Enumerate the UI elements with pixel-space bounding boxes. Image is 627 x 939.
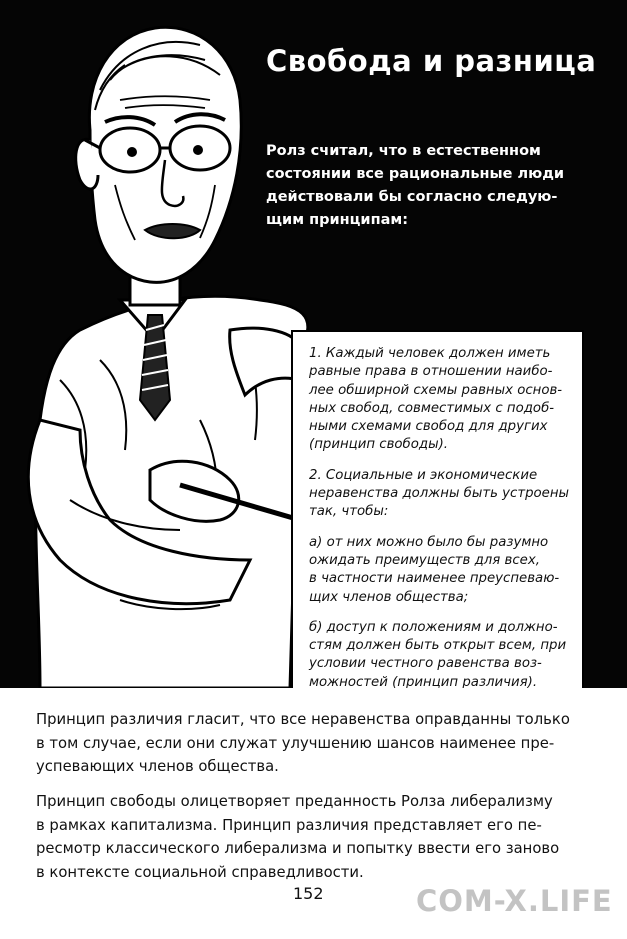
page-number: 152 (293, 884, 324, 903)
quote-line: в частности наименее преуспеваю- (309, 571, 560, 587)
intro-line: действовали бы согласно следую- (266, 189, 558, 205)
quote-line: ных свобод, совместимых с подоб- (309, 400, 555, 416)
page-title: Свобода и разница (266, 44, 597, 78)
paragraph-line: успевающих членов общества. (36, 758, 279, 775)
quote-line: равные права в отношении наибо- (309, 364, 553, 380)
inequality-principle (309, 467, 572, 522)
liberty-principle (309, 345, 572, 455)
clause-b (309, 619, 572, 688)
quote-line: условии честного равенства воз- (309, 656, 542, 672)
quote-line: ными схемами свобод для других (309, 419, 548, 435)
paragraph-difference-principle (36, 708, 596, 779)
intro-text (266, 140, 576, 232)
paragraph-line: в контексте социальной справедливости. (36, 863, 364, 881)
quote-line: стям должен быть открыт всем, при (309, 638, 567, 654)
watermark: COM-X.LIFE (416, 884, 613, 918)
quote-line: а) от них можно было бы разумно (309, 534, 549, 550)
quote-line: ожидать преимуществ для всех, (309, 552, 540, 568)
quote-line: можностей (принцип различия). (309, 674, 538, 688)
quote-line: щих членов общества; (309, 589, 469, 605)
paragraph-line: в том случае, если они служат улучшению шансов наименее пре- (36, 734, 555, 752)
paragraph-line: Принцип различия гласит, что все неравенства оправданны только (36, 711, 570, 728)
quote-line: 1. Каждый человек должен иметь (309, 346, 551, 361)
quote-line: б) доступ к положениям и должно- (309, 619, 558, 635)
quote-line: 2. Социальные и экономические (309, 467, 538, 483)
quote-line: неравенства должны быть устроены (309, 486, 570, 502)
paragraph-line: в рамках капитализма. Принцип различия представляет его пе- (36, 816, 542, 834)
clause-a (309, 534, 572, 607)
quote-line: лее обширной схемы равных основ- (309, 382, 563, 398)
paragraph-liberty-principle (36, 790, 596, 884)
quote-line: (принцип свободы). (309, 437, 448, 453)
paragraph-line: Принцип свободы олицетворяет преданность Ролза либерализму (36, 793, 553, 810)
paragraph-line: ресмотр классического либерализма и попытку ввести его заново (36, 840, 560, 857)
intro-line: щим принципам: (266, 212, 409, 228)
intro-line: Ролз считал, что в естественном (266, 143, 541, 159)
quote-line: так, чтобы: (309, 504, 389, 520)
principles-box (291, 330, 584, 688)
intro-line: состоянии все рациональные люди (266, 166, 565, 182)
